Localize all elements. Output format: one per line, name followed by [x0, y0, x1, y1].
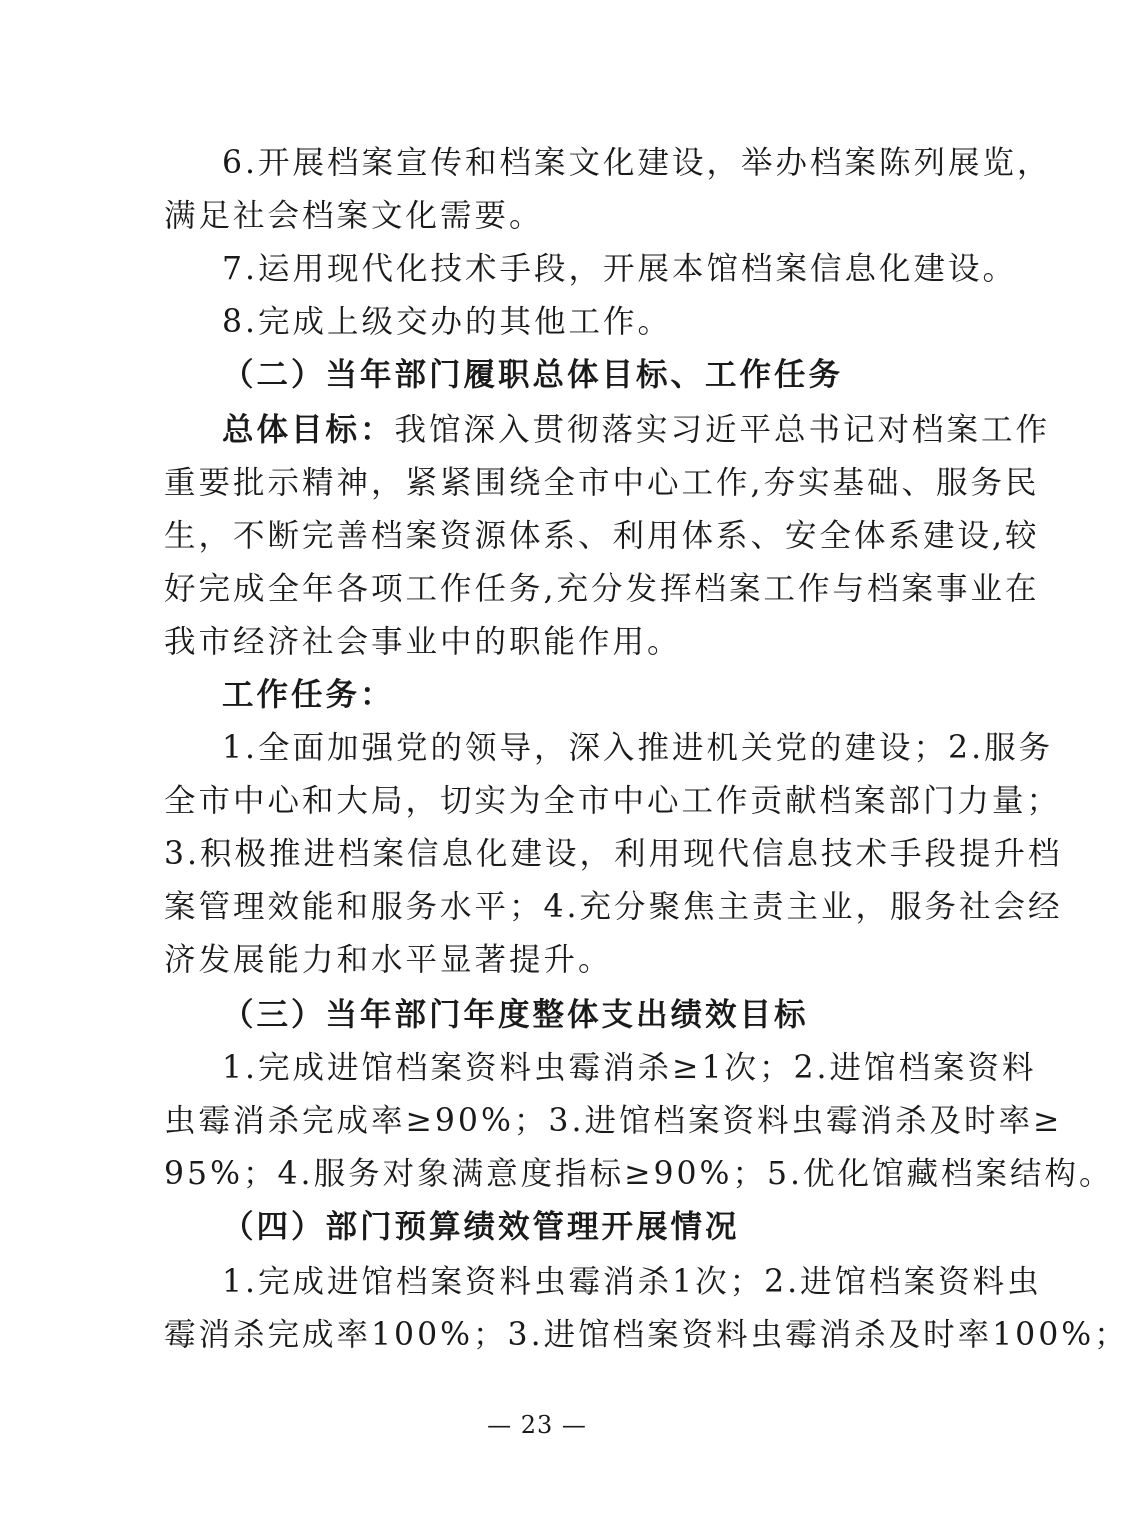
paragraph-line: 济发展能力和水平显著提升。: [164, 942, 613, 978]
paragraph-line: 案管理效能和服务水平；4.充分聚焦主责主业，服务社会经: [164, 889, 1063, 925]
paragraph-line: 1.全面加强党的领导，深入推进机关党的建设；2.服务: [222, 730, 1054, 766]
paragraph-line: 虫霉消杀完成率≥90%；3.进馆档案资料虫霉消杀及时率≥: [164, 1103, 1063, 1139]
overall-goal-label: 总体目标：: [222, 411, 395, 448]
paragraph-line: 95%；4.服务对象满意度指标≥90%；5.优化馆藏档案结构。: [164, 1156, 1114, 1192]
page-number: — 23 —: [487, 1411, 587, 1439]
section-heading: （四）部门预算绩效管理开展情况: [222, 1208, 740, 1245]
paragraph-line: 霉消杀完成率100%；3.进馆档案资料虫霉消杀及时率100%；: [164, 1317, 1129, 1353]
paragraph-line: 好完成全年各项工作任务,充分发挥档案工作与档案事业在: [164, 571, 1040, 607]
paragraph-line: 3.积极推进档案信息化建设，利用现代信息技术手段提升档: [164, 836, 1063, 872]
paragraph-line: 1.完成进馆档案资料虫霉消杀1次；2.进馆档案资料虫: [222, 1264, 1042, 1300]
paragraph-line: 7.运用现代化技术手段，开展本馆档案信息化建设。: [222, 251, 1018, 287]
paragraph-line: 满足社会档案文化需要。: [164, 198, 544, 234]
paragraph-line: 8.完成上级交办的其他工作。: [222, 304, 673, 340]
section-heading: （二）当年部门履职总体目标、工作任务: [222, 356, 844, 393]
paragraph-line: 重要批示精神，紧紧围绕全市中心工作,夯实基础、服务民: [164, 465, 1040, 501]
paragraph-text: 我馆深入贯彻落实习近平总书记对档案工作: [394, 412, 1051, 448]
section-heading: （三）当年部门年度整体支出绩效目标: [222, 996, 809, 1033]
paragraph-line: 生，不断完善档案资源体系、利用体系、安全体系建设,较: [164, 518, 1040, 554]
work-tasks-label: 工作任务：: [222, 676, 395, 713]
paragraph-line: 我市经济社会事业中的职能作用。: [164, 624, 682, 660]
paragraph-line: [222, 403, 1051, 457]
paragraph-line: 1.完成进馆档案资料虫霉消杀≥1次；2.进馆档案资料: [222, 1050, 1037, 1086]
paragraph-line: 6.开展档案宣传和档案文化建设，举办档案陈列展览，: [222, 145, 1052, 181]
paragraph-line: 全市中心和大局，切实为全市中心工作贡献档案部门力量；: [164, 783, 1062, 819]
